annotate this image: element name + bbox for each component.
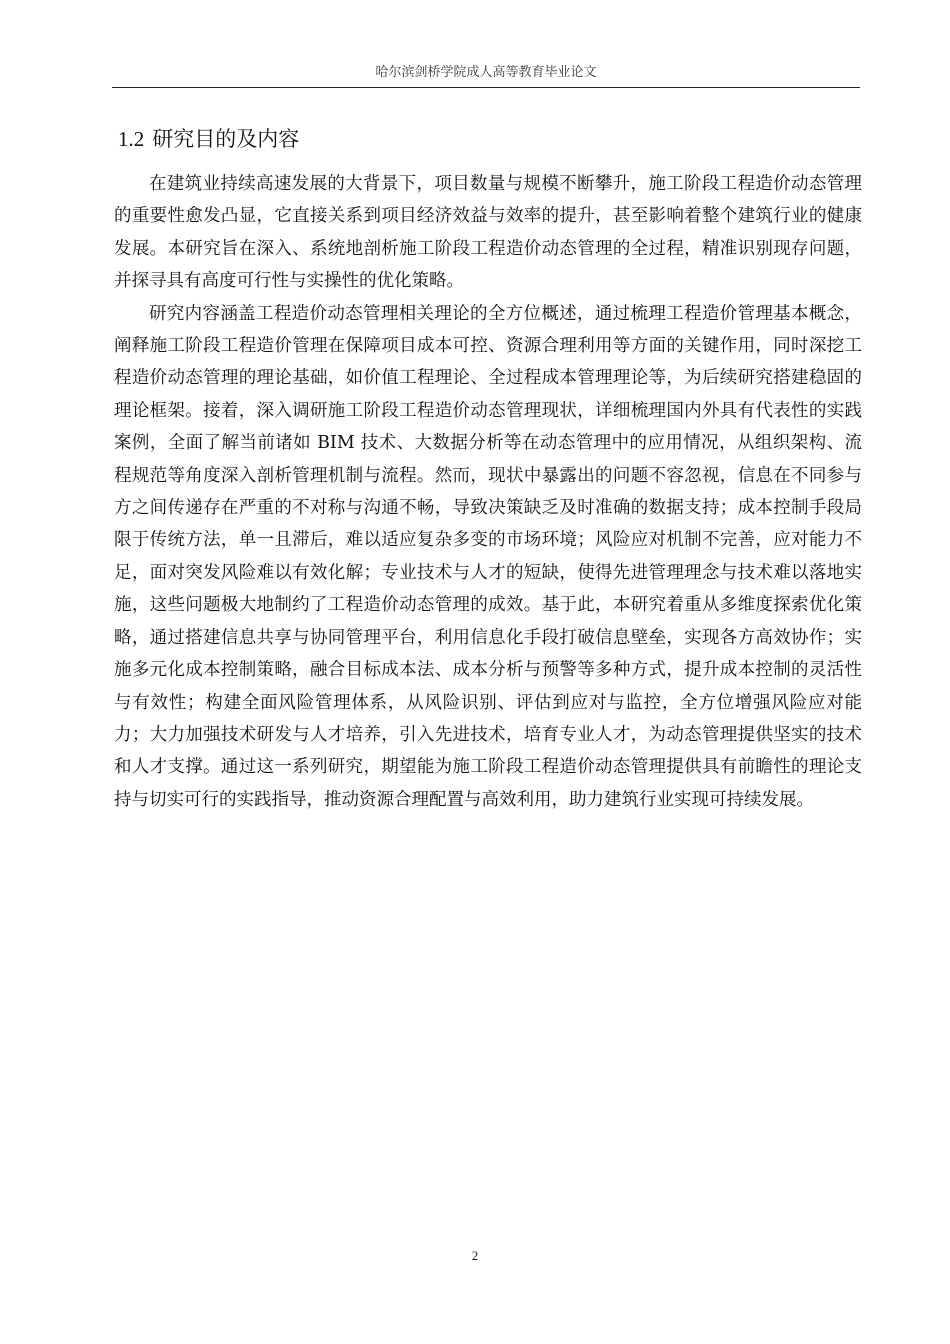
body-text	[114, 168, 862, 816]
page-header	[112, 62, 860, 88]
paragraph-content: 研究内容涵盖工程造价动态管理相关理论的全方位概述，通过梳理工程造价管理基本概念，阐释施工阶段工程造价管理在保障项目成本可控、资源合理利用等方面的关键作用，同时深挖工程造价动态管理的理论基础，如价值工程理论、全过程成本管理理论等，为后续研究搭建稳固的理论框架。接着，深入调研施工阶段工程造价动态管理现状，详细梳理国内外具有代表性的实践案例，全面了解当前诸如 BIM 技术、大数据分析等在动态管理中的应用情况，从组织架构、流程规范等角度深入剖析管理机制与流程。然而，现状中暴露出的问题不容忽视，信息在不同参与方之间传递存在严重的不对称与沟通不畅，导致决策缺乏及时准确的数据支持；成本控制手段局限于传统方法，单一且滞后，难以适应复杂多变的市场环境；风险应对机制不完善，应对能力不足，面对突发风险难以有效化解；专业技术与人才的短缺，使得先进管理理念与技术难以落地实施，这些问题极大地制约了工程造价动态管理的成效。基于此，本研究着重从多维度探索优化策略，通过搭建信息共享与协同管理平台，利用信息化手段打破信息壁垒，实现各方高效协作；实施多元化成本控制策略，融合目标成本法、成本分析与预警等多种方式，提升成本控制的灵活性与有效性；构建全面风险管理体系，从风险识别、评估到应对与监控，全方位增强风险应对能力；大力加强技术研发与人才培养，引入先进技术，培育专业人才，为动态管理提供坚实的技术和人才支撑。通过这一系列研究，期望能为施工阶段工程造价动态管理提供具有前瞻性的理论支持与切实可行的实践指导，推动资源合理配置与高效利用，助力建筑行业实现可持续发展。	[114, 303, 862, 810]
header-title: 哈尔滨剑桥学院成人高等教育毕业论文	[375, 65, 597, 80]
section-number: 1.2	[118, 127, 145, 151]
section-title: 研究目的及内容	[152, 127, 300, 151]
paragraph-purpose: 在建筑业持续高速发展的大背景下，项目数量与规模不断攀升，施工阶段工程造价动态管理的重要性愈发凸显，它直接关系到项目经济效益与效率的提升，甚至影响着整个建筑行业的健康发展。本研究旨在深入、系统地剖析施工阶段工程造价动态管理的全过程，精准识别现存问题，并探寻具有高度可行性与实操性的优化策略。	[114, 174, 862, 292]
section-heading	[118, 122, 299, 156]
page-number: 2	[471, 1248, 479, 1263]
